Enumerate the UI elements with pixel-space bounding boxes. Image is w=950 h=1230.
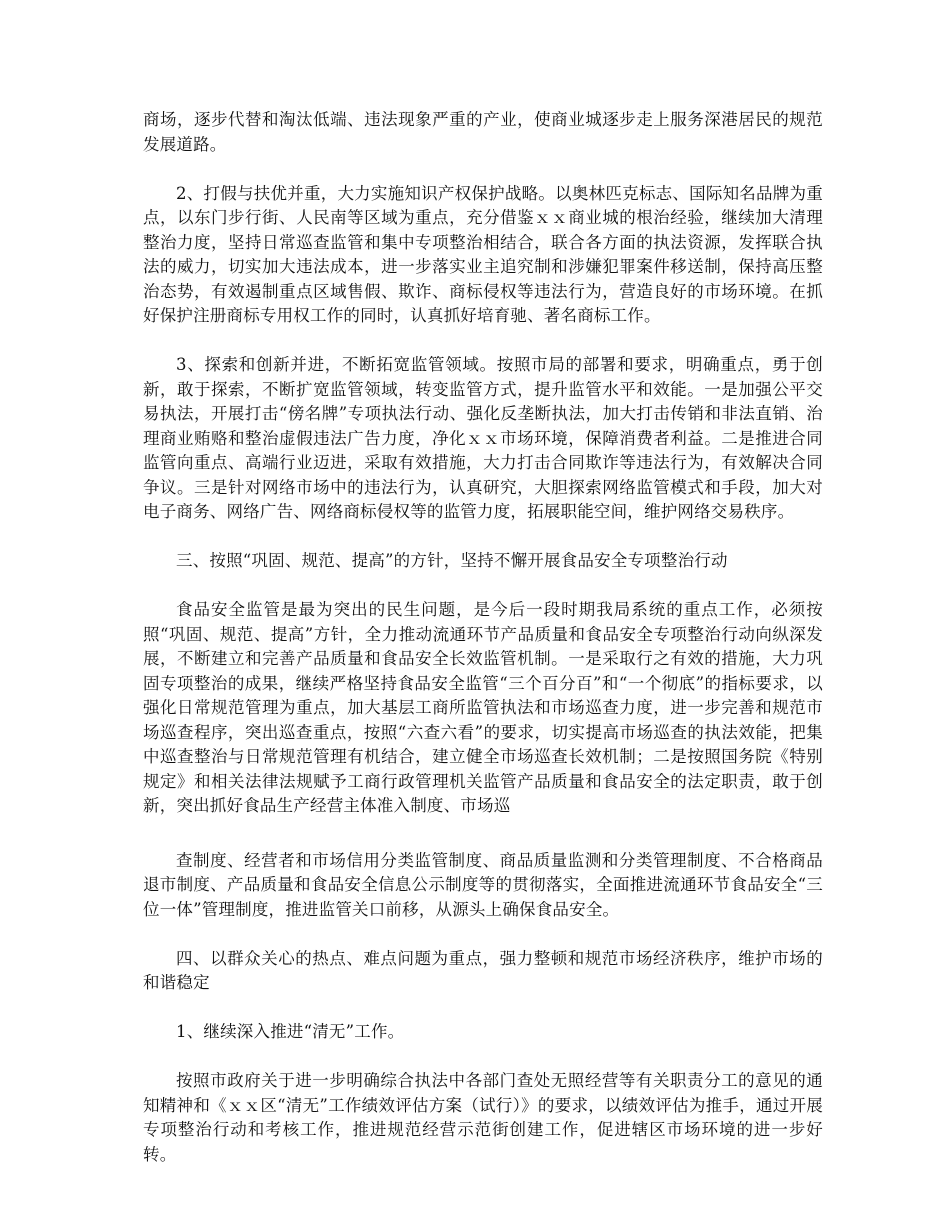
- document-body: [143, 108, 823, 1192]
- paragraph-food-safety: 食品安全监管是最为突出的民生问题，是今后一段时期我局系统的重点工作，必须按照“巩固、规范、提高”方针，全力推动流通环节产品质量和食品安全专项整治行动向纵深发展，不断建立和完善产品质量和食品安全长效监管机制。一是采取行之有效的措施，大力巩固专项整治的成果，继续严格坚持食品安全监管“三个百分百”和“一个彻底”的指标要求，以强化日常规范管理为重点，加大基层工商所监管执法和市场巡查力度，进一步完善和规范市场巡查程序，突出巡查重点，按照“六查六看”的要求，切实提高市场巡查的执法效能，把集中巡查整治与日常规范管理有机结合，建立健全市场巡查长效机制；二是按照国务院《特别规定》和相关法律法规赋予工商行政管理机关监管产品质量和食品安全的法定职责，敢于创新，突出抓好食品生产经营主体准入制度、市场巡: [143, 600, 823, 815]
- paragraph-item-3: 3、探索和创新并进，不断拓宽监管领域。按照市局的部署和要求，明确重点，勇于创新，敢于探索，不断扩宽监管领域，转变监管方式，提升监管水平和效能。一是加强公平交易执法，开展打击“傍名牌”专项执法行动、强化反垄断执法，加大打击传销和非法直销、治理商业贿赂和整治虚假违法广告力度，净化ｘｘ市场环境，保障消费者利益。二是推进合同监管向重点、高端行业迈进，采取有效措施，大力打击合同欺诈等违法行为，有效解决合同争议。三是针对网络市场中的违法行为，认真研究，大胆探索网络监管模式和手段，加大对电子商务、网络广告、网络商标侵权等的监管力度，拓展职能空间，维护网络交易秩序。: [143, 355, 823, 521]
- paragraph-item-2: 2、打假与扶优并重，大力实施知识产权保护战略。以奥林匹克标志、国际知名品牌为重点，以东门步行街、人民南等区域为重点，充分借鉴ｘｘ商业城的根治经验，继续加大清理整治力度，坚持日常巡查监管和集中专项整治相结合，联合各方面的执法资源，发挥联合执法的威力，切实加大违法成本，进一步落实业主追究制和涉嫌犯罪案件移送制，保持高压整治态势，有效遏制重点区域售假、欺诈、商标侵权等违法行为，营造良好的市场环境。在抓好保护注册商标专用权工作的同时，认真抓好培育驰、著名商标工作。: [143, 183, 823, 325]
- paragraph-food-safety-cont: 查制度、经营者和市场信用分类监管制度、商品质量监测和分类管理制度、不合格商品退市制度、产品质量和食品安全信息公示制度等的贯彻落实，全面推进流通环节食品安全“三位一体”管理制度，推进监管关口前移，从源头上确保食品安全。: [143, 850, 823, 919]
- section-heading-3: 三、按照“巩固、规范、提高”的方针，坚持不懈开展食品安全专项整治行动: [176, 551, 728, 570]
- paragraph-qingwu: 按照市政府关于进一步明确综合执法中各部门查处无照经营等有关职责分工的意见的通知精神和《ｘｘ区“清无”工作绩效评估方案（试行）》的要求，以绩效评估为推手，通过开展专项整治行动和考核工作，推进规范经营示范街创建工作，促进辖区市场环境的进一步好转。: [143, 1071, 823, 1164]
- paragraph-continuation: 商场，逐步代替和淘汰低端、违法现象严重的产业，使商业城逐步走上服务深港居民的规范发展道路。: [143, 110, 823, 154]
- paragraph-item-1: 1、继续深入推进“清无”工作。: [176, 1022, 405, 1041]
- section-heading-4: 四、以群众关心的热点、难点问题为重点，强力整顿和规范市场经济秩序，维护市场的和谐稳定: [143, 948, 823, 992]
